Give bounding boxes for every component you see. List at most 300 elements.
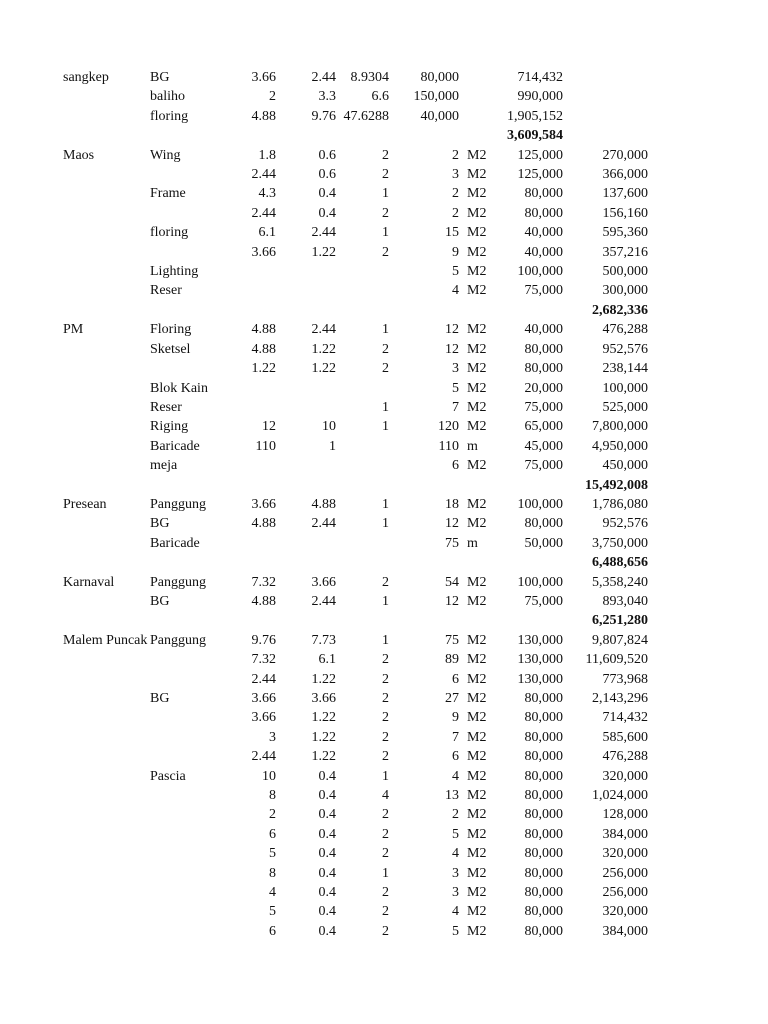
cell-col-d: 6.1 [318,652,336,668]
cell-col-g: m [467,438,478,454]
cell-col-i: 11,609,520 [585,652,648,668]
cell-col-h: 80,000 [524,691,563,706]
cell-col-g: M2 [467,225,487,241]
table-row [0,340,768,359]
cell-col-d: 1.22 [311,749,336,765]
table-row [0,87,768,106]
cell-col-e: 2 [382,147,389,163]
cell-col-h: 80,000 [524,710,563,726]
cell-col-f: 2 [452,205,459,221]
cell-col-i: 3,750,000 [592,535,648,551]
cell-col-b: Reser [150,283,182,299]
cell-col-f: 89 [445,652,459,668]
cell-col-i: 952,576 [602,516,648,532]
cell-col-f: 5 [452,826,459,842]
cell-col-e: 2 [382,846,389,862]
cell-col-d: 0.4 [318,923,336,939]
cell-col-d: 9.76 [311,108,336,124]
cell-col-f: 3 [452,167,459,183]
cell-col-i: 4,950,000 [592,438,648,454]
cell-col-f: 27 [445,691,459,706]
cell-col-h: 80,000 [524,826,563,842]
cell-col-i: 773,968 [602,671,648,687]
cell-col-d: 0.6 [318,147,336,163]
table-row [0,922,768,941]
cell-col-e: 2 [382,923,389,939]
cell-col-e: 1 [382,768,389,784]
cell-col-f: 6 [452,749,459,765]
cell-col-d: 0.4 [318,807,336,823]
cell-col-f: 13 [445,788,459,804]
cell-col-h: 100,000 [517,264,563,280]
cell-col-g: M2 [467,380,487,396]
cell-col-i: 128,000 [602,807,648,823]
cell-col-i: 595,360 [602,225,648,241]
subtotal-row [0,476,768,495]
cell-col-d: 2.44 [311,225,336,241]
cell-col-g: M2 [467,865,487,881]
cell-col-h: 125,000 [517,167,563,183]
cell-col-c: 3.66 [251,70,276,85]
cell-col-g: M2 [467,322,487,338]
cell-col-g: M2 [467,167,487,183]
cell-col-f: 7 [452,729,459,745]
cell-col-b: Baricade [150,438,200,454]
cell-col-g: M2 [467,574,487,590]
cell-col-c: 3 [269,729,276,745]
cell-col-d: 0.4 [318,788,336,804]
cell-col-e: 2 [382,710,389,726]
cell-col-h: 80,000 [524,205,563,221]
cell-col-i: 1,024,000 [592,788,648,804]
cell-col-i: 585,600 [602,729,648,745]
cell-col-i: 137,600 [602,186,648,202]
cell-col-b: floring [150,225,189,241]
cell-col-h: 40,000 [524,225,563,241]
cell-col-f: 110 [438,438,459,454]
cell-col-h: 990,000 [517,89,563,105]
cell-col-i: 320,000 [602,768,648,784]
cell-col-f: 54 [445,574,459,590]
cell-col-h: 65,000 [524,419,563,435]
cell-col-c: 5 [269,904,276,920]
cell-col-d: 1.22 [311,729,336,745]
cell-col-e: 8.9304 [350,70,389,85]
table-row [0,281,768,300]
cell-col-c: 3.66 [251,244,276,260]
table-row [0,883,768,902]
cell-col-f: 4 [452,768,459,784]
cell-col-i: 476,288 [602,322,648,338]
cell-col-f: 75 [445,632,459,648]
cell-col-g: M2 [467,458,487,474]
table-row [0,165,768,184]
cell-col-g: M2 [467,632,487,648]
cell-col-c: 7.32 [251,574,276,590]
cell-col-g: M2 [467,516,487,532]
cell-col-d: 1.22 [311,361,336,377]
cell-col-c: 2 [269,807,276,823]
table-row [0,708,768,727]
cell-col-b: Lighting [150,264,199,280]
cell-col-c: 4.88 [251,108,276,124]
cell-col-c: 6.1 [258,225,276,241]
cell-col-d: 0.4 [318,846,336,862]
table-row [0,650,768,669]
cell-col-b: Wing [150,147,181,163]
cell-col-h: 80,000 [524,749,563,765]
cell-col-c: 3.66 [251,691,276,706]
cell-col-g: M2 [467,652,487,668]
table-row [0,747,768,766]
cell-col-g: M2 [467,846,487,862]
subtotal-row [0,553,768,572]
cell-col-b: Panggung [150,574,206,590]
cell-col-a: sangkep [63,70,109,85]
table-row [0,204,768,223]
cell-col-f: 5 [452,923,459,939]
cell-col-d: 4.88 [311,496,336,512]
cell-col-h: 80,000 [524,885,563,901]
cell-col-e: 2 [382,574,389,590]
cell-col-i: 384,000 [602,923,648,939]
cell-col-i: 300,000 [602,283,648,299]
table-row [0,68,768,87]
cell-col-e: 47.6288 [343,108,389,124]
cell-col-h: 80,000 [524,807,563,823]
cell-col-b: meja [150,458,178,474]
cell-col-d: 2.44 [311,322,336,338]
cell-col-g: M2 [467,147,487,163]
cell-col-f: 12 [445,593,459,609]
cell-col-c: 2.44 [251,749,276,765]
cell-col-b: BG [150,593,170,609]
cell-col-i: 9,807,824 [592,632,648,648]
table-row [0,146,768,165]
cell-col-i: 384,000 [602,826,648,842]
cell-col-e: 1 [382,516,389,532]
cell-col-a: PM [63,322,84,338]
cell-col-d: 0.4 [318,885,336,901]
cell-col-h: 80,000 [524,768,563,784]
cell-col-e: 1 [382,593,389,609]
cell-col-d: 0.6 [318,167,336,183]
table-row [0,631,768,650]
cell-col-i: 238,144 [602,361,648,377]
cell-col-c: 1.8 [258,147,276,163]
cell-col-i: 952,576 [602,341,648,357]
cell-col-g: m [467,535,478,551]
cell-col-e: 6.6 [371,89,389,105]
cell-col-a: Malem Puncak [63,632,148,648]
cell-col-g: M2 [467,768,487,784]
cell-col-h: 80,000 [524,865,563,881]
cell-col-i: 256,000 [602,885,648,901]
cell-col-f: 80,000 [420,70,459,85]
cell-col-b: Blok Kain [150,380,208,396]
cell-col-g: M2 [467,341,487,357]
cell-col-b: Frame [150,186,186,202]
subtotal-row [0,301,768,320]
cell-col-h: 125,000 [517,147,563,163]
cell-col-f: 3 [452,361,459,377]
cell-col-f: 4 [452,904,459,920]
cell-col-g: M2 [467,729,487,745]
cell-col-h: 80,000 [524,516,563,532]
cell-col-g: M2 [467,419,487,435]
cell-col-a: Maos [63,147,95,163]
cell-col-c: 4 [269,885,276,901]
cell-col-h: 80,000 [524,788,563,804]
cell-col-i: 6,488,656 [592,555,648,571]
cell-col-i: 450,000 [602,458,648,474]
cell-col-e: 2 [382,904,389,920]
cell-col-c: 2.44 [251,205,276,221]
cell-col-e: 2 [382,691,389,706]
cell-col-i: 366,000 [602,167,648,183]
cell-col-g: M2 [467,749,487,765]
table-row [0,514,768,533]
cell-col-h: 80,000 [524,361,563,377]
cell-col-b: BG [150,70,170,85]
cell-col-d: 0.4 [318,768,336,784]
cell-col-c: 6 [269,826,276,842]
cell-col-i: 320,000 [602,846,648,862]
cell-col-d: 2.44 [311,593,336,609]
cell-col-h: 1,905,152 [507,108,563,124]
table-row [0,456,768,475]
cell-col-i: 525,000 [602,399,648,415]
cell-col-g: M2 [467,496,487,512]
cell-col-f: 75 [445,535,459,551]
cell-col-b: BG [150,516,170,532]
cell-col-b: floring [150,108,189,124]
cell-col-h: 130,000 [517,652,563,668]
cell-col-c: 6 [269,923,276,939]
cell-col-i: 256,000 [602,865,648,881]
cell-col-c: 8 [269,865,276,881]
cell-col-i: 156,160 [602,205,648,221]
cell-col-f: 2 [452,147,459,163]
cell-col-f: 12 [445,322,459,338]
cell-col-c: 4.88 [251,593,276,609]
table-row [0,786,768,805]
cell-col-c: 110 [255,438,276,454]
cell-col-g: M2 [467,826,487,842]
cell-col-e: 2 [382,244,389,260]
subtotal-row [0,611,768,630]
cell-col-b: Riging [150,419,189,435]
cell-col-d: 2.44 [311,70,336,85]
cell-col-h: 75,000 [524,593,563,609]
cell-col-e: 4 [382,788,389,804]
cell-col-h: 20,000 [524,380,563,396]
cell-col-g: M2 [467,205,487,221]
cell-col-g: M2 [467,264,487,280]
table-row [0,825,768,844]
cell-col-e: 1 [382,865,389,881]
cell-col-c: 2.44 [251,167,276,183]
cell-col-b: Panggung [150,496,206,512]
cell-col-e: 2 [382,729,389,745]
cell-col-e: 1 [382,419,389,435]
cell-col-f: 12 [445,341,459,357]
cell-col-d: 1.22 [311,671,336,687]
cell-col-f: 4 [452,283,459,299]
cell-col-h: 45,000 [524,438,563,454]
cell-col-f: 2 [452,807,459,823]
table-row [0,437,768,456]
cell-col-g: M2 [467,710,487,726]
cell-col-a: Presean [63,496,107,512]
cell-col-h: 80,000 [524,341,563,357]
cell-col-f: 5 [452,380,459,396]
cell-col-e: 1 [382,496,389,512]
cell-col-c: 7.32 [251,652,276,668]
cell-col-i: 320,000 [602,904,648,920]
table-row [0,805,768,824]
cell-col-d: 10 [322,419,336,435]
table-row [0,243,768,262]
cell-col-i: 7,800,000 [592,419,648,435]
subtotal-row [0,126,768,145]
cell-col-g: M2 [467,904,487,920]
cell-col-g: M2 [467,283,487,299]
cell-col-b: Pascia [150,768,186,784]
cell-col-g: M2 [467,186,487,202]
cell-col-g: M2 [467,923,487,939]
cell-col-e: 1 [382,632,389,648]
cell-col-b: Baricade [150,535,200,551]
cell-col-f: 3 [452,865,459,881]
cell-col-g: M2 [467,399,487,415]
cell-col-f: 9 [452,710,459,726]
cell-col-h: 80,000 [524,729,563,745]
cell-col-h: 50,000 [524,535,563,551]
cell-col-a: Karnaval [63,574,115,590]
cell-col-i: 5,358,240 [592,574,648,590]
cell-col-e: 2 [382,361,389,377]
table-row [0,262,768,281]
cell-col-d: 0.4 [318,186,336,202]
cell-col-c: 3.66 [251,710,276,726]
cell-col-h: 80,000 [524,186,563,202]
cell-col-d: 3.66 [311,574,336,590]
table-row [0,223,768,242]
cell-col-b: BG [150,691,170,706]
cell-col-h: 130,000 [517,671,563,687]
cell-col-e: 2 [382,807,389,823]
cell-col-f: 15 [445,225,459,241]
cell-col-f: 7 [452,399,459,415]
cell-col-i: 270,000 [602,147,648,163]
cell-col-i: 2,682,336 [592,302,648,318]
cell-col-f: 5 [452,264,459,280]
cell-col-g: M2 [467,807,487,823]
cell-col-d: 3.3 [318,89,336,105]
cell-col-g: M2 [467,885,487,901]
cell-col-e: 2 [382,341,389,357]
cell-col-g: M2 [467,593,487,609]
cell-col-b: Floring [150,322,192,338]
cell-col-d: 1.22 [311,341,336,357]
cell-col-c: 4.88 [251,341,276,357]
cell-col-g: M2 [467,244,487,260]
table-row [0,728,768,747]
cell-col-e: 1 [382,186,389,202]
cell-col-c: 4.88 [251,322,276,338]
cell-col-i: 893,040 [602,593,648,609]
cell-col-f: 18 [445,496,459,512]
cell-col-h: 80,000 [524,904,563,920]
cell-col-i: 6,251,280 [592,613,648,629]
cell-col-d: 1 [329,438,336,454]
cell-col-i: 100,000 [602,380,648,396]
cell-col-h: 100,000 [517,574,563,590]
table-row [0,573,768,592]
cell-col-c: 12 [262,419,276,435]
cell-col-d: 0.4 [318,205,336,221]
cell-col-f: 4 [452,846,459,862]
cell-col-c: 2 [269,89,276,105]
cell-col-d: 0.4 [318,826,336,842]
cell-col-h: 80,000 [524,846,563,862]
cell-col-c: 5 [269,846,276,862]
cell-col-f: 6 [452,458,459,474]
cell-col-d: 1.22 [311,244,336,260]
cell-col-c: 1.22 [251,361,276,377]
cell-col-i: 476,288 [602,749,648,765]
cell-col-f: 150,000 [413,89,459,105]
cell-col-e: 2 [382,671,389,687]
cell-col-f: 6 [452,671,459,687]
cell-col-f: 2 [452,186,459,202]
cell-col-d: 7.73 [311,632,336,648]
cell-col-g: M2 [467,691,487,706]
cell-col-h: 100,000 [517,496,563,512]
table-row [0,398,768,417]
cell-col-h: 130,000 [517,632,563,648]
cell-col-i: 500,000 [602,264,648,280]
cell-col-d: 2.44 [311,516,336,532]
cell-col-i: 357,216 [602,244,648,260]
table-row [0,844,768,863]
table-row [0,864,768,883]
cell-col-h: 40,000 [524,322,563,338]
table-row [0,689,768,708]
cell-col-i: 714,432 [602,710,648,726]
cell-col-e: 1 [382,399,389,415]
cell-col-e: 1 [382,225,389,241]
cell-col-i: 15,492,008 [585,477,648,493]
cell-col-b: Reser [150,399,182,415]
cell-col-d: 3.66 [311,691,336,706]
cell-col-e: 2 [382,205,389,221]
table-row [0,320,768,339]
table-row [0,534,768,553]
cell-col-h: 75,000 [524,283,563,299]
cell-col-c: 3.66 [251,496,276,512]
cell-col-e: 2 [382,885,389,901]
cell-col-f: 120 [438,419,459,435]
cell-col-f: 9 [452,244,459,260]
cell-col-f: 12 [445,516,459,532]
cell-col-h: 75,000 [524,458,563,474]
cell-col-i: 1,786,080 [592,496,648,512]
table-row [0,359,768,378]
cell-col-f: 40,000 [420,108,459,124]
table-row [0,592,768,611]
